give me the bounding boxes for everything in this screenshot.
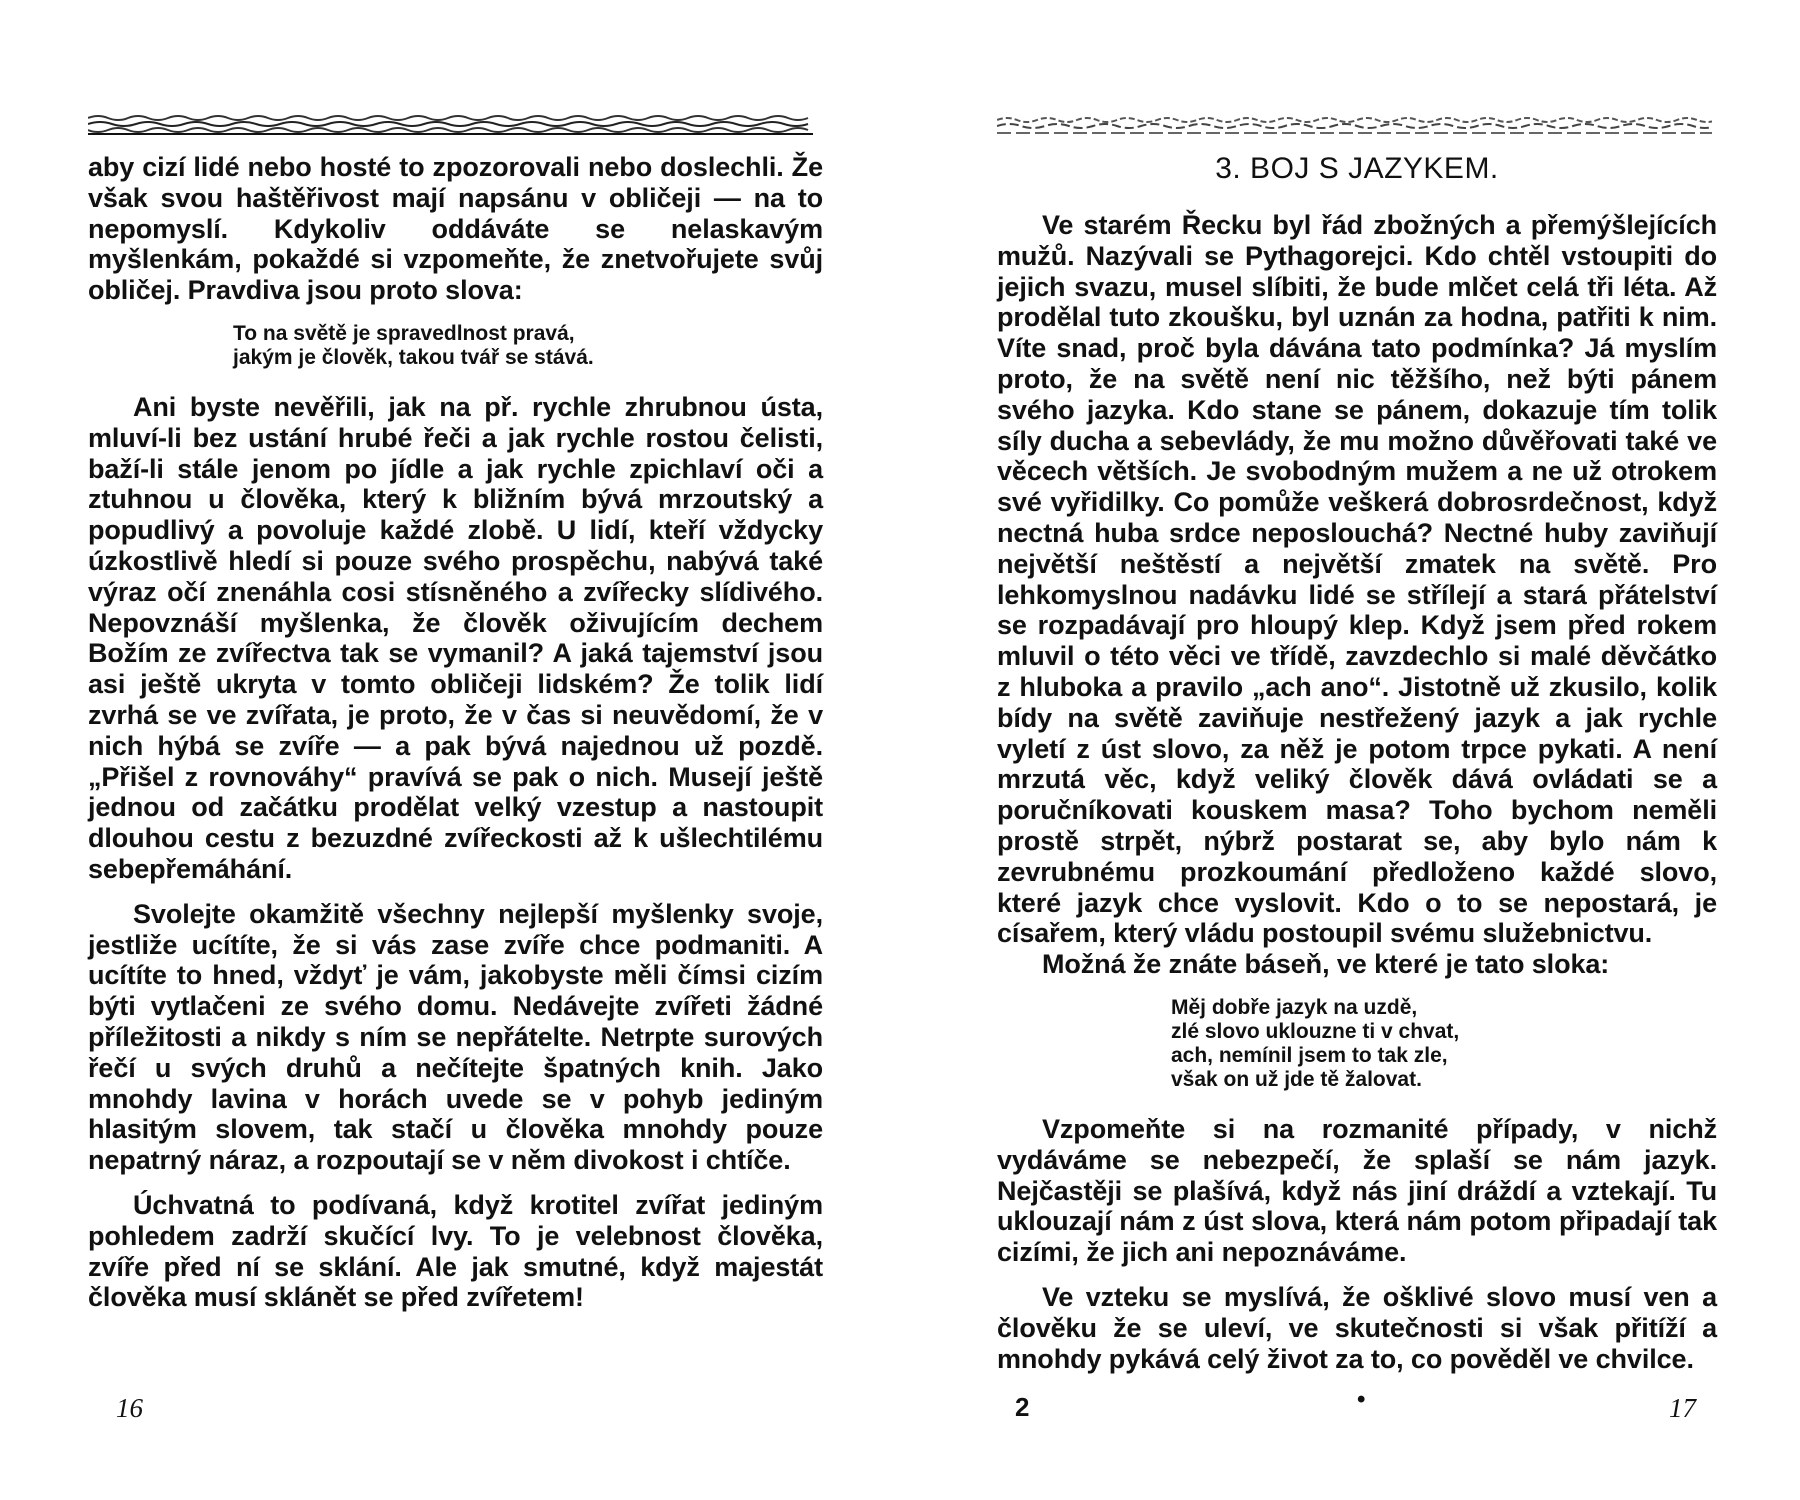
left-page: [88, 0, 823, 1500]
signature-mark: 2: [1015, 1392, 1030, 1422]
paragraph: Možná že znáte báseň, ve které je tato sloka:: [1042, 949, 1610, 980]
page-number: 17: [1669, 1393, 1696, 1423]
paragraph: Vzpomeňte si na rozmanité případy, v nichž vydáváme se nebezpečí, že splaší se nám jazyk. Nejčastěji se plašívá, když nás jiní dráždí a vztekají. Tu uklouzají nám z úst slova, která nám potom připadají tak cizími, že jich ani nepoznáváme.: [997, 1113, 1717, 1268]
paragraph: Ani byste nevěřili, jak na př. rychle zhrubnou ústa, mluví-li bez ustání hrubé řeči a jak rychle rostou čelisti, baží-li stále jenom po jídle a jak rychle zpichlaví oči a ztuhnou u člověka, který k bližním bývá mrzoutský a popudlivý a povoluje každé zlobě. U lidí, kteří vždycky úzkostlivě hledí si pouze svého prospěchu, nabývá také výraz očí znenáhla cosi stísněného a zvířecky slídivého. Nepovznáší myšlenka, že člověk oživujícím dechem Božím ze zvířectva tak se vymanil? A jaká tajemství jsou asi ještě ukryta v tomto obličeji lidském? Že tolik lidí zvrhá se ve zvířata, je proto, že v čas si neuvědomí, že v nich hýbá se zvíře — a pak bývá najednou už pozdě. „Přišel z rovnováhy“ pravívá se pak o nich. Musejí ještě jednou od začátku prodělat velký vzestup a nastoupit dlouhou cestu z bezuzdné zvířeckosti až k ušlechtilému sebepřemáhání.: [88, 391, 823, 884]
verse-line: Měj dobře jazyk na uzdě,: [1171, 995, 1418, 1019]
verse-line: ach, nemínil jsem to tak zle,: [1171, 1043, 1448, 1067]
verse-line: zlé slovo uklouzne ti v chvat,: [1171, 1019, 1460, 1043]
paragraph: Úchvatná to podívaná, když krotitel zvířat jediným pohledem zadrží skučící lvy. To je velebnost člověka, zvíře před ní se sklání. Ale jak smutné, když majestát člověka musí sklánět se před zvířetem!: [88, 1189, 823, 1313]
paragraph: Ve starém Řecku byl řád zbožných a přemýšlejících mužů. Nazývali se Pythagorejci. Kdo chtěl vstoupiti do jejich svazu, musel slíbiti, že bude mlčet celá tři léta. Až prodělal tuto zkoušku, byl uznán za hodna, patřiti k nim. Víte snad, proč byla dávána tato podmínka? Já myslím proto, že na světě není nic těžšího, než býti pánem svého jazyka. Kdo stane se pánem, dokazuje tím tolik síly ducha a sebevlády, že mu možno důvěřovati také ve věcech větších. Je svobodným mužem a ne už otrokem své vyřidilky. Co pomůže veškerá dobrosrdečnost, když nectná huba srdce neposlouchá? Nectné huby zaviňují největší neštěstí a největší zmatek na světě. Pro lehkomyslnou nadávku lidé se střílejí a stará přátelství se rozpadávají pro hloupý klep. Když jsem před rokem mluvil o této věci ve třídě, zavzdechlo si malé děvčátko z hluboka a pravilo „ach ano“. Jistotně už zkusilo, kolik bídy na světě zaviňuje nestřežený jazyk a jak rychle vyletí z úst slovo, za něž je potom trpce pykati. A není mrzutá věc, když veliký člověk dává ovládati se a poručníkovati kouskem masa? Toho bychom neměli prostě strpět, nýbrž postarat se, aby bylo nám k zevrubnému prozkoumání předloženo každé slovo, které jazyk chce vyslovit. Kdo o to se nepostará, je císařem, který vládu postoupil svému služebnictvu.: [997, 210, 1717, 949]
paragraph: aby cizí lidé nebo hosté to zpozorovali nebo doslechli. Že však svou haštěřivost mají napsánu v obličeji — na to nepomyslí. Kdykoliv oddáváte se nelaskavým myšlenkám, pokaždé si vzpomeňte, že znetvořujete svůj obličej. Pravdiva jsou proto slova:: [88, 152, 823, 306]
right-column: [997, 152, 1717, 1374]
paragraph: Ve vzteku se myslívá, že ošklivé slovo musí ven a člověku že se uleví, ve skutečnosti si však přitíží a mnohdy pykává celý život za to, co pověděl ve chvilce.: [997, 1281, 1717, 1374]
chapter-title: 3. BOJ S JAZYKEM.: [1215, 152, 1499, 185]
printer-dot: •: [1357, 1386, 1366, 1413]
verse: [997, 996, 1717, 1092]
verse: [88, 322, 823, 370]
right-page: [997, 0, 1717, 1500]
header-ornament: [88, 112, 813, 136]
verse-line: však on už jde tě žalovat.: [1171, 1067, 1422, 1091]
paragraph: Svolejte okamžitě všechny nejlepší myšlenky svoje, jestliže ucítíte, že si vás zase zvíře chce podmaniti. A ucítíte to hned, vždyť je vám, jakobyste měli čímsi cizím býti vytlačeni ze svého domu. Nedávejte zvířeti žádné příležitosti a nikdy s ním se nepřátelte. Netrpte surových řečí u svých druhů a nečítejte špatných knih. Jako mnohdy lavina v horách uvede se v pohyb jediným hlasitým slovem, tak stačí u člověka mnohdy pouze nepatrný náraz, a rozpoutají se v něm divokost i chtíče.: [88, 898, 823, 1176]
left-column: [88, 152, 823, 1313]
verse-line: jakým je člověk, takou tvář se stává.: [233, 345, 594, 369]
verse-line: To na světě je spravedlnost pravá,: [233, 321, 575, 345]
page-number: 16: [116, 1393, 143, 1423]
header-ornament: [997, 112, 1712, 136]
